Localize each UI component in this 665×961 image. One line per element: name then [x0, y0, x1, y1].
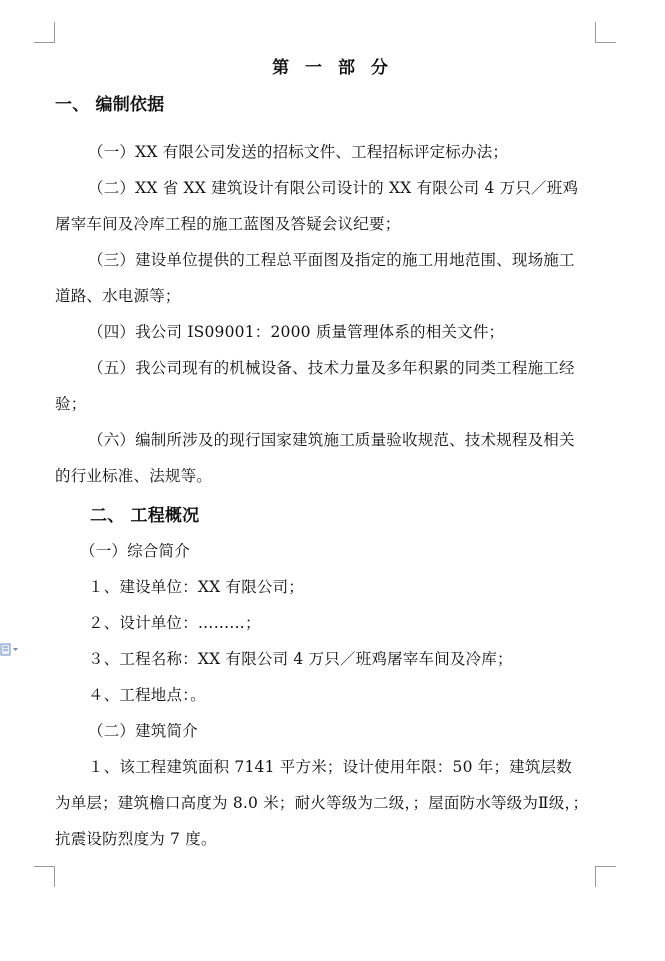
- crop-mark-bottom-right: [595, 866, 616, 887]
- crop-mark-top-left: [34, 22, 55, 43]
- summary-item-3: ３、工程名称：XX 有限公司 4 万只／班鸡屠宰车间及冷库；: [88, 650, 513, 668]
- subsection-building: （二）建筑简介: [88, 722, 198, 740]
- page-title: 第 一 部 分: [272, 58, 393, 78]
- crop-mark-bottom-left: [34, 866, 55, 887]
- building-item-1: １、该工程建筑面积 7141 平方米；设计使用年限：50 年；建筑层数: [88, 758, 572, 776]
- summary-item-1: １、建设单位：XX 有限公司；: [88, 578, 304, 596]
- paste-options-icon[interactable]: [0, 643, 20, 657]
- basis-item-6-cont: 的行业标准、法规等。: [55, 467, 213, 485]
- building-item-1-cont: 为单层；建筑檐口高度为 8.0 米；耐火等级为二级，；屋面防水等级为Ⅱ级，；: [55, 794, 589, 812]
- basis-item-1: （一）XX 有限公司发送的招标文件、工程招标评定标办法；: [88, 143, 509, 161]
- section-heading-overview: 二、 工程概况: [90, 506, 200, 526]
- basis-item-5-cont: 验；: [55, 395, 87, 413]
- building-item-1-cont2: 抗震设防烈度为 7 度。: [55, 830, 217, 848]
- basis-item-2: （二）XX 省 XX 建筑设计有限公司设计的 XX 有限公司 4 万只／班鸡: [88, 179, 579, 197]
- section-heading-basis: 一、 编制依据: [55, 95, 165, 115]
- basis-item-2-cont: 屠宰车间及冷库工程的施工蓝图及答疑会议纪要；: [55, 215, 401, 233]
- basis-item-3-cont: 道路、水电源等；: [55, 287, 181, 305]
- basis-item-5: （五）我公司现有的机械设备、技术力量及多年积累的同类工程施工经: [88, 359, 575, 377]
- summary-item-4: ４、工程地点：。: [88, 686, 206, 704]
- basis-item-6: （六）编制所涉及的现行国家建筑施工质量验收规范、技术规程及相关: [88, 431, 575, 449]
- crop-mark-top-right: [595, 22, 616, 43]
- subsection-summary: （一）综合简介: [80, 542, 190, 560]
- basis-item-3: （三）建设单位提供的工程总平面图及指定的施工用地范围、现场施工: [88, 251, 575, 269]
- basis-item-4: （四）我公司 IS09001：2000 质量管理体系的相关文件；: [88, 323, 505, 341]
- summary-item-2: ２、设计单位：………；: [88, 614, 261, 632]
